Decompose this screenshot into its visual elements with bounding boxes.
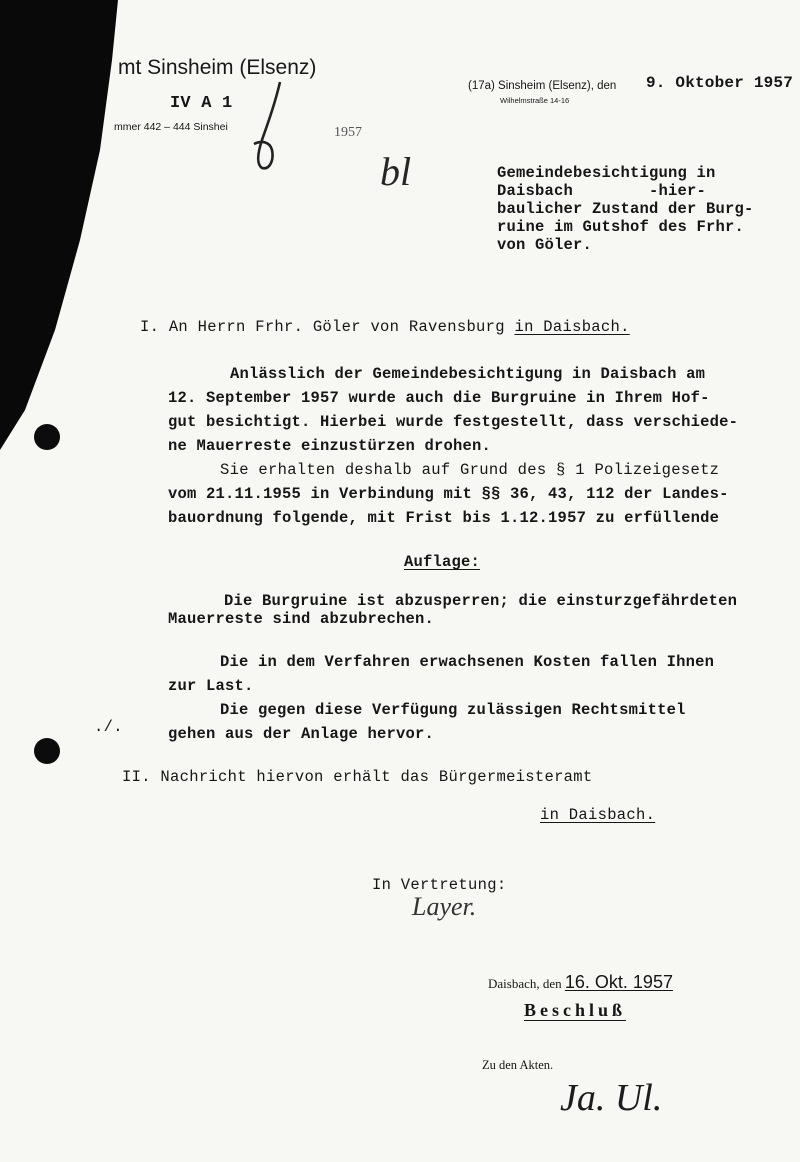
punch-hole-bottom bbox=[34, 738, 60, 764]
letterhead-office: mt Sinsheim (Elsenz) bbox=[118, 56, 317, 79]
paragraph-line: Sie erhalten deshalb auf Grund des § 1 Polizeigesetz bbox=[220, 461, 720, 479]
paragraph-line: vom 21.11.1955 in Verbindung mit §§ 36, 43, 112 der Landes- bbox=[168, 485, 729, 503]
paragraph-line: Anlässlich der Gemeindebesichtigung in Daisbach am bbox=[230, 365, 706, 383]
subject-block bbox=[497, 164, 754, 254]
section-2-text: Nachricht hiervon erhält das Bürgermeisteramt bbox=[160, 768, 593, 786]
paragraph-line: Die Burgruine ist abzusperren; die einsturzgefährdeten bbox=[224, 592, 738, 610]
initials: Ja. Ul. bbox=[560, 1077, 663, 1119]
to-files-note: Zu den Akten. bbox=[482, 1058, 554, 1072]
auflage-heading: Auflage: bbox=[404, 553, 481, 571]
paragraph-costs bbox=[168, 650, 714, 698]
subject-line: Gemeindebesichtigung in bbox=[497, 164, 716, 182]
section-1-numeral: I. bbox=[140, 318, 160, 336]
enclosure-mark: ./. bbox=[94, 718, 123, 736]
signature-label: In Vertretung: bbox=[372, 876, 507, 894]
paragraph-legal-basis bbox=[168, 458, 729, 530]
section-2-line bbox=[122, 768, 593, 786]
stamp-prefix: Daisbach, den bbox=[488, 976, 562, 991]
paragraph-line: gehen aus der Anlage hervor. bbox=[168, 725, 435, 743]
reference-number: IV A 1 bbox=[170, 94, 233, 113]
letter-date: 9. Oktober 1957 bbox=[646, 74, 794, 92]
section-2-place: in Daisbach. bbox=[540, 806, 656, 824]
paragraph-inspection bbox=[168, 362, 738, 458]
stamp-line bbox=[488, 972, 673, 993]
stamp-date: 16. Okt. 1957 bbox=[564, 972, 673, 992]
letterhead-phone: mmer 442 – 444 Sinshei bbox=[114, 121, 228, 133]
received-stamp: 1957 bbox=[334, 125, 362, 140]
beschluss-stamp: Beschluß bbox=[524, 1000, 627, 1020]
subject-line: Daisbach -hier- bbox=[497, 182, 707, 200]
section-2-numeral: II. bbox=[122, 768, 151, 786]
subject-line: ruine im Gutshof des Frhr. bbox=[497, 218, 745, 236]
margin-mark: bl bbox=[380, 149, 412, 194]
section-1-address bbox=[140, 318, 630, 336]
punch-hole-top bbox=[34, 424, 60, 450]
paragraph-line: Die in dem Verfahren erwachsenen Kosten fallen Ihnen bbox=[220, 653, 715, 671]
paragraph-line: Die gegen diese Verfügung zulässigen Rechtsmittel bbox=[220, 701, 686, 719]
paragraph-line: bauordnung folgende, mit Frist bis 1.12.1957 zu erfüllende bbox=[168, 509, 720, 527]
paragraph-line: gut besichtigt. Hierbei wurde festgestellt, dass verschiede- bbox=[168, 413, 739, 431]
street-address: Wilhelmstraße 14-16 bbox=[500, 96, 570, 105]
recipient-name: An Herrn Frhr. Göler von Ravensburg bbox=[168, 318, 505, 336]
paragraph-line: ne Mauerreste einzustürzen drohen. bbox=[168, 437, 492, 455]
signature-scribble: Layer. bbox=[412, 892, 477, 921]
handwritten-stroke bbox=[244, 78, 288, 174]
paragraph-order bbox=[168, 592, 737, 628]
subject-line: von Göler. bbox=[497, 236, 593, 254]
paragraph-line: 12. September 1957 wurde auch die Burgruine in Ihrem Hof- bbox=[168, 389, 710, 407]
paragraph-line: zur Last. bbox=[168, 677, 254, 695]
paragraph-line: Mauerreste sind abzubrechen. bbox=[168, 610, 435, 628]
place-date-prefix: (17a) Sinsheim (Elsenz), den bbox=[468, 80, 617, 92]
subject-line: baulicher Zustand der Burg- bbox=[497, 200, 754, 218]
recipient-place: in Daisbach. bbox=[514, 318, 630, 336]
paragraph-remedies bbox=[168, 698, 686, 746]
